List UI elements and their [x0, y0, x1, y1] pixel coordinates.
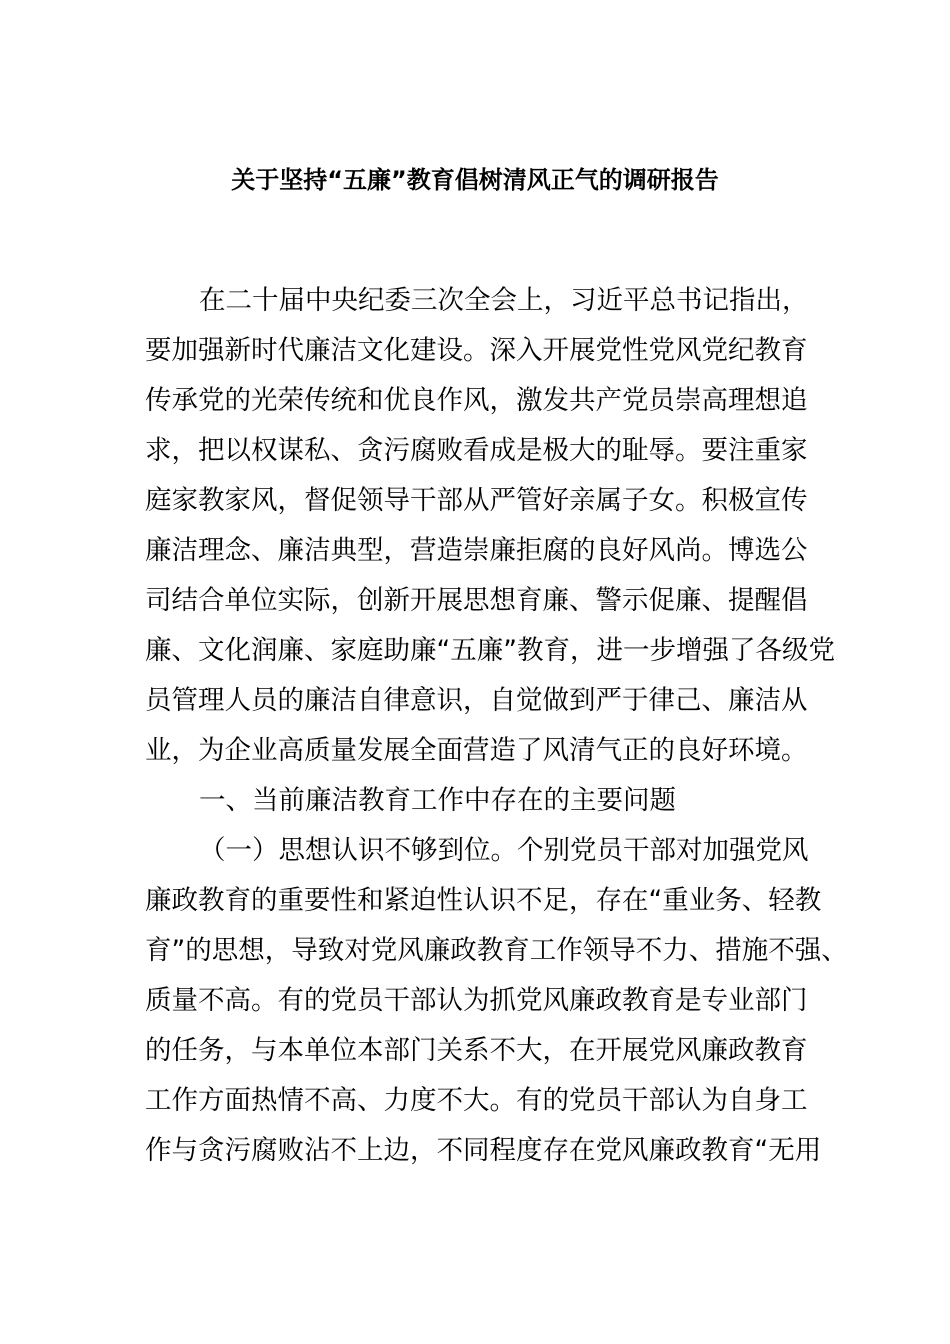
paragraph-line: 业，为企业高质量发展全面营造了风清气正的良好环境。 — [145, 735, 808, 766]
paragraph-line: 要加强新时代廉洁文化建设。深入开展党性党风党纪教育 — [145, 335, 808, 366]
paragraph-line: 廉洁理念、廉洁典型，营造崇廉拒腐的良好风尚。博选公 — [145, 535, 808, 566]
section-heading: 一、当前廉洁教育工作中存在的主要问题 — [199, 785, 676, 816]
paragraph-line: 质量不高。有的党员干部认为抓党风廉政教育是专业部门 — [145, 985, 808, 1016]
subsection-line: （一）思想认识不够到位。个别党员干部对加强党风 — [199, 835, 809, 866]
paragraph-line: 员管理人员的廉洁自律意识，自觉做到严于律己、廉洁从 — [145, 685, 808, 716]
paragraph-line: 廉政教育的重要性和紧迫性认识不足，存在“重业务、轻教 — [145, 885, 822, 916]
paragraph-line: 传承党的光荣传统和优良作风，激发共产党员崇高理想追 — [145, 385, 808, 416]
paragraph-line: 求，把以权谋私、贪污腐败看成是极大的耻辱。要注重家 — [145, 435, 808, 466]
paragraph-line: 廉、文化润廉、家庭助廉“五廉”教育，进一步增强了各级党 — [145, 635, 835, 666]
paragraph-line: 工作方面热情不高、力度不大。有的党员干部认为自身工 — [145, 1085, 808, 1116]
paragraph-line: 作与贪污腐败沾不上边，不同程度存在党风廉政教育“无用 — [145, 1135, 822, 1166]
paragraph-line: 庭家教家风，督促领导干部从严管好亲属子女。积极宣传 — [145, 485, 808, 516]
paragraph-line: 育”的思想，导致对党风廉政教育工作领导不力、措施不强、 — [145, 935, 848, 966]
paragraph-line: 在二十届中央纪委三次全会上，习近平总书记指出， — [199, 285, 809, 316]
paragraph-line: 司结合单位实际，创新开展思想育廉、警示促廉、提醒倡 — [145, 585, 808, 616]
document-title: 关于坚持“五廉”教育倡树清风正气的调研报告 — [231, 166, 719, 194]
paragraph-line: 的任务，与本单位本部门关系不大，在开展党风廉政教育 — [145, 1035, 808, 1066]
